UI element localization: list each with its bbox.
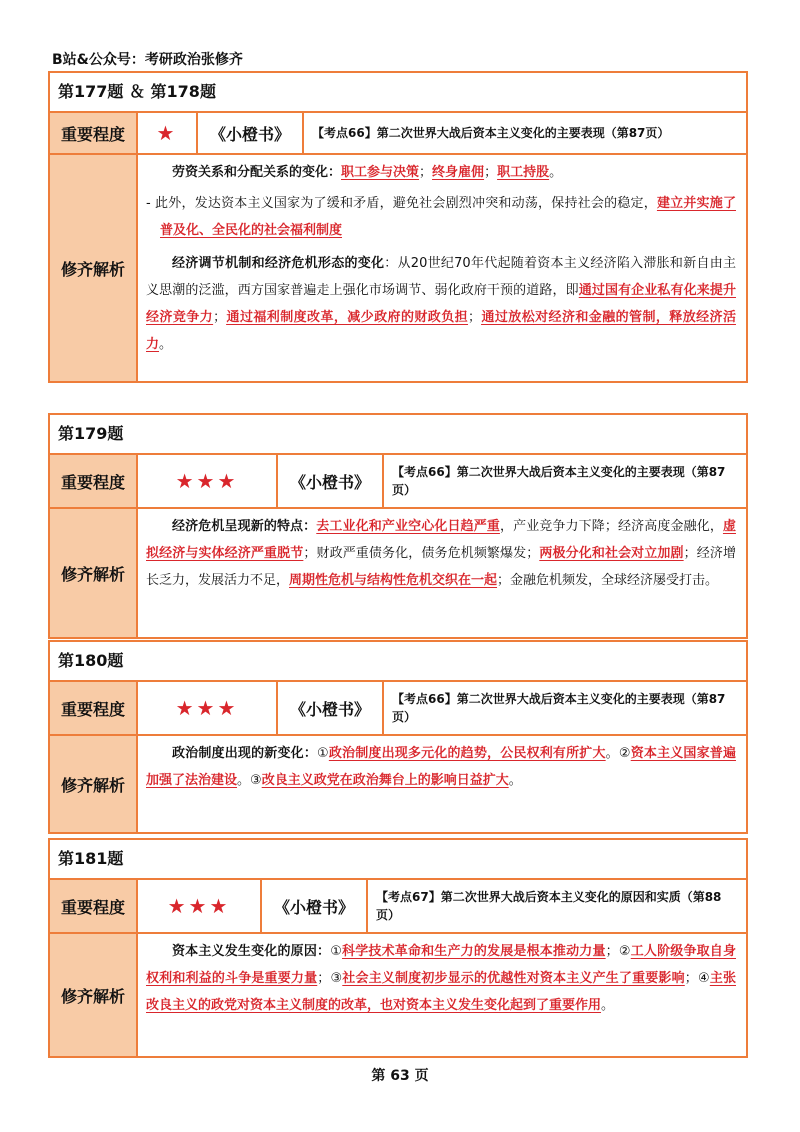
importance-row [50, 880, 746, 934]
plain-text: 。 [601, 998, 615, 1013]
plain-text: ；金融危机频发，全球经济屡受打击。 [497, 573, 719, 588]
plain-text: ；财政严重债务化，债务危机频繁爆发； [303, 546, 540, 561]
topic-label: 【考点66】第二次世界大战后资本主义变化的主要表现（第87页） [392, 692, 726, 724]
item-number: ① [330, 944, 343, 959]
analysis-text [138, 934, 746, 1056]
question-card-180 [48, 640, 748, 834]
plain-text: ； [468, 310, 482, 325]
paragraph [146, 159, 736, 186]
plain-text: ； [684, 971, 698, 986]
paragraph [146, 740, 736, 794]
analysis-label: 修齐解析 [50, 736, 138, 832]
highlight-text: 通过放松对经济和金融的管制，释放经济活力 [146, 310, 736, 352]
plain-text: 。 [237, 773, 251, 788]
plain-text: 。 [605, 746, 619, 761]
item-number: ① [317, 746, 329, 761]
bullet-paragraph [146, 190, 736, 244]
plain-text: 。 [508, 773, 522, 788]
plain-text: ； [213, 310, 227, 325]
analysis-row [50, 736, 746, 832]
highlight-text: 科学技术革命和生产力的发展是根本推动力量 [342, 944, 606, 959]
book-label: 《小橙书》 [278, 682, 384, 734]
paragraph [146, 513, 736, 594]
analysis-label: 修齐解析 [50, 155, 138, 381]
highlight-text: 职工参与决策 [341, 165, 420, 180]
paragraph-lead: 政治制度出现的新变化： [172, 746, 317, 761]
item-number: ② [618, 944, 631, 959]
analysis-text [138, 509, 746, 637]
highlight-text: 通过国有企业私有化来提升经济竞争力 [146, 283, 736, 325]
importance-row [50, 682, 746, 736]
analysis-row [50, 155, 746, 381]
question-card-179 [48, 413, 748, 639]
highlight-text: 主张改良主义的政党对资本主义制度的改革，也对资本主义发生变化起到了重要作用 [146, 971, 736, 1013]
plain-text: ； [484, 165, 498, 180]
book-label: 《小橙书》 [278, 455, 384, 507]
paragraph-lead: 经济危机呈现新的特点： [172, 519, 317, 534]
paragraph-lead: 劳资关系和分配关系的变化： [172, 165, 342, 180]
highlight-text: 建立并实施了普及化、全民化的社会福利制度 [160, 196, 736, 238]
highlight-text: 工人阶级争取自身权利和利益的斗争是重要力量 [146, 944, 736, 986]
highlight-text: 职工持股 [497, 165, 550, 180]
highlight-text: 虚拟经济与实体经济严重脱节 [146, 519, 736, 561]
question-title: 第181题 [50, 840, 746, 880]
highlight-text: 周期性危机与结构性危机交织在一起 [289, 573, 498, 588]
highlight-text: 政治制度出现多元化的趋势，公民权利有所扩大 [328, 746, 606, 761]
question-title: 第179题 [50, 415, 746, 455]
topic-label: 【考点66】第二次世界大战后资本主义变化的主要表现（第87页） [312, 126, 670, 140]
importance-stars: ★★★ [138, 455, 278, 507]
bullet-dash: - [146, 196, 156, 211]
topic-label: 【考点66】第二次世界大战后资本主义变化的主要表现（第87页） [392, 465, 726, 497]
item-number: ③ [330, 971, 343, 986]
highlight-text: 两极分化和社会对立加剧 [539, 546, 684, 561]
plain-text: ：从20世纪70年代起随着资本主义经济陷入滞胀和新自由主义思潮的泛滥，西方国家普遍走上强化市场调节、弱化政府干预的道路，即 [146, 256, 736, 298]
book-label: 《小橙书》 [198, 113, 304, 153]
importance-stars: ★★★ [138, 880, 262, 932]
highlight-text: 去工业化和产业空心化日趋严重 [316, 519, 500, 534]
importance-label: 重要程度 [50, 113, 138, 153]
plain-text: ； [317, 971, 331, 986]
paragraph [146, 250, 736, 358]
book-label: 《小橙书》 [262, 880, 368, 932]
importance-label: 重要程度 [50, 682, 138, 734]
question-card-181 [48, 838, 748, 1058]
plain-text: 。 [549, 165, 563, 180]
analysis-label: 修齐解析 [50, 934, 138, 1056]
plain-text: 。 [159, 337, 173, 352]
plain-text: 此外，发达资本主义国家为了缓和矛盾，避免社会剧烈冲突和动荡，保持社会的稳定， [155, 196, 657, 211]
analysis-row [50, 509, 746, 637]
importance-label: 重要程度 [50, 880, 138, 932]
importance-row [50, 113, 746, 155]
page-header: B站&公众号：考研政治张修齐 [52, 52, 243, 68]
analysis-row [50, 934, 746, 1056]
analysis-label: 修齐解析 [50, 509, 138, 637]
plain-text: ，产业竞争力下降；经济高度金融化， [499, 519, 723, 534]
highlight-text: 通过福利制度改革，减少政府的财政负担 [226, 310, 469, 325]
highlight-text: 改良主义政党在政治舞台上的影响日益扩大 [261, 773, 509, 788]
paragraph-lead: 经济调节机制和经济危机形态的变化 [172, 256, 385, 271]
question-title: 第177题 ＆ 第178题 [50, 73, 746, 113]
importance-row [50, 455, 746, 509]
question-title: 第180题 [50, 642, 746, 682]
importance-label: 重要程度 [50, 455, 138, 507]
paragraph-lead: 资本主义发生变化的原因： [172, 944, 331, 959]
item-number: ④ [697, 971, 710, 986]
topic-label: 【考点67】第二次世界大战后资本主义变化的原因和实质（第88页） [376, 890, 722, 922]
question-card-177-178 [48, 71, 748, 383]
plain-text: ；经济增长乏力，发展活力不足， [146, 546, 736, 588]
highlight-text: 社会主义制度初步显示的优越性对资本主义产生了重要影响 [342, 971, 685, 986]
plain-text: ； [605, 944, 619, 959]
analysis-text [138, 155, 746, 381]
plain-text: ； [419, 165, 433, 180]
importance-stars: ★ [138, 113, 198, 153]
highlight-text: 终身雇佣 [432, 165, 485, 180]
item-number: ③ [250, 773, 262, 788]
item-number: ② [618, 746, 631, 761]
page-number: 第 63 页 [371, 1068, 429, 1084]
analysis-text [138, 736, 746, 832]
paragraph [146, 938, 736, 1019]
highlight-text: 资本主义国家普遍加强了法治建设 [146, 746, 736, 788]
importance-stars: ★★★ [138, 682, 278, 734]
